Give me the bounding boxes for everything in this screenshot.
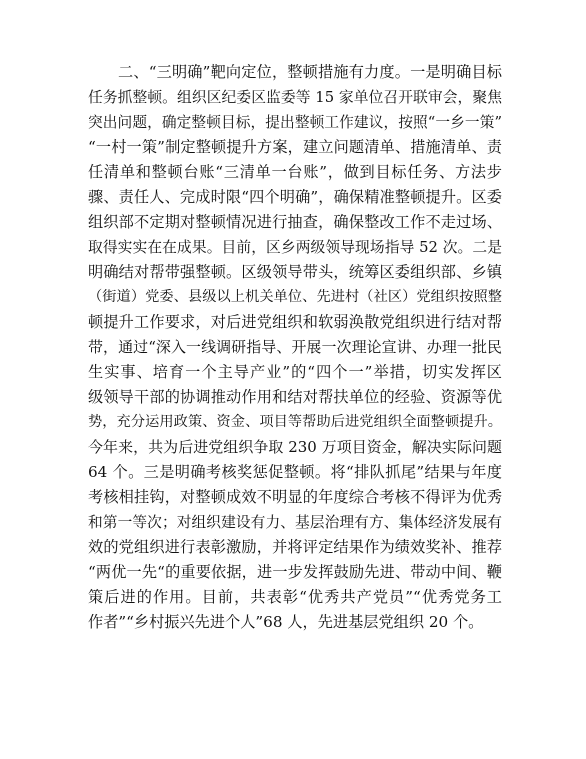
text-line: 组织部不定期对整顿情况进行抽查，确保整改工作不走过场、: [88, 213, 502, 231]
text-line: 和第一等次；对组织建设有力、基层治理有方、集体经济发展有: [88, 514, 502, 531]
text-line: 取得实实在在成果。目前，区乡两级领导现场指导 52 次。二是: [88, 239, 502, 256]
text-line: 任清单和整顿台账“三清单一台账”，做到目标任务、方法步: [88, 163, 502, 181]
text-line: 生实事、培育一个主导产业”的“四个一”举措，切实发挥区: [88, 363, 502, 381]
text-line: 二、“三明确”靶向定位，整顿措施有力度。一是明确目标: [118, 63, 502, 81]
text-line: 骤、责任人、完成时限“四个明确”，确保精准整顿提升。区委: [88, 188, 502, 206]
text-line: 今年来，共为后进党组织争取 230 万项目资金，解决实际问题: [88, 438, 502, 456]
text-line: 任务抓整顿。组织区纪委区监委等 15 家单位召开联审会，聚焦: [88, 89, 502, 106]
body-paragraph: [88, 60, 502, 635]
text-line: 效的党组织进行表彰激励，并将评定结果作为绩效奖补、推荐: [88, 538, 502, 556]
text-line: 顿提升工作要求，对后进党组织和软弱涣散党组织进行结对帮: [88, 313, 502, 331]
text-line: 势，充分运用政策、资金、项目等帮助后进党组织全面整顿提升。: [88, 414, 502, 430]
text-line: “两优一先“的重要依据，进一步发挥鼓励先进、带动中间、鞭: [88, 563, 502, 581]
text-line: 作者”“乡村振兴先进个人”68 人，先进基层党组织 20 个。: [88, 613, 484, 631]
text-line: （街道）党委、县级以上机关单位、先进村（社区）党组织按照整: [88, 289, 502, 305]
text-line: 考核相挂钩，对整顿成效不明显的年度综合考核不得评为优秀: [88, 488, 502, 506]
text-line: 明确结对帮带强整顿。区级领导带头，统筹区委组织部、乡镇: [88, 263, 502, 281]
text-line: 突出问题，确定整顿目标，提出整顿工作建议，按照“一乡一策”: [88, 114, 502, 131]
text-line: 带，通过“深入一线调研指导、开展一次理论宣讲、办理一批民: [88, 338, 502, 356]
text-line: 级领导干部的协调推动作用和结对帮扶单位的经验、资源等优: [88, 388, 502, 406]
text-line: 64 个。三是明确考核奖惩促整顿。将“排队抓尾”结果与年度: [88, 463, 502, 481]
text-line: 策后进的作用。目前，共表彰“优秀共产党员”“优秀党务工: [88, 588, 502, 606]
text-line: “一村一策”制定整顿提升方案，建立问题清单、措施清单、责: [88, 138, 502, 156]
